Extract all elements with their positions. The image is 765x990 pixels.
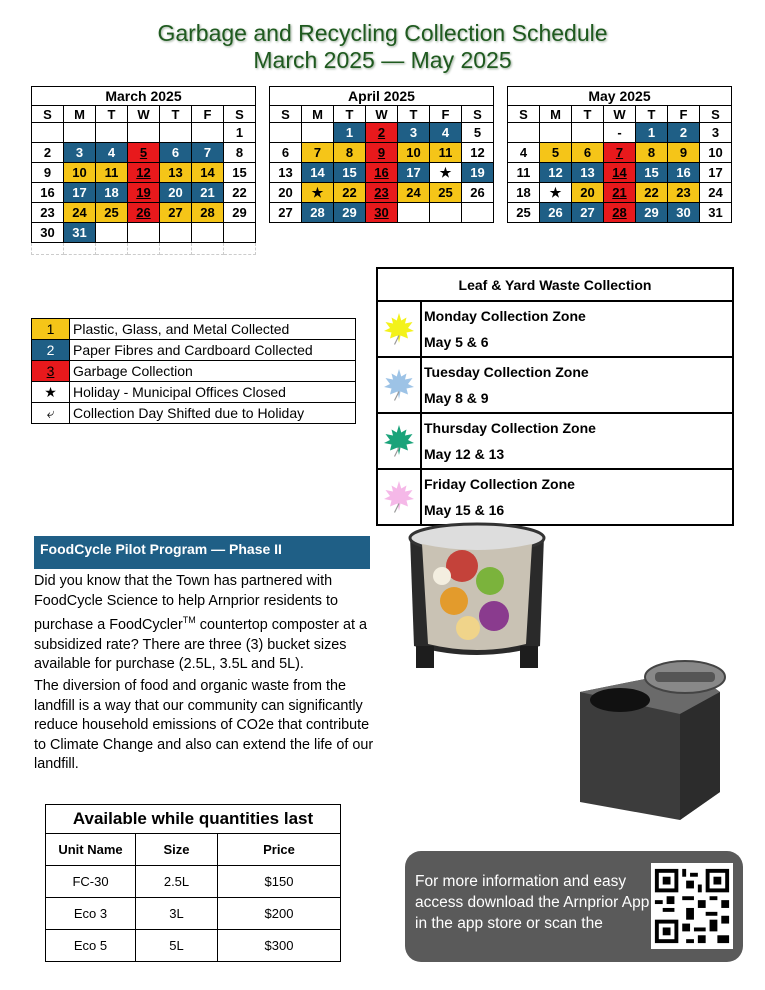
- qr-code-icon[interactable]: [651, 863, 733, 949]
- availability-table: [45, 804, 341, 962]
- calendar-week-row: [270, 163, 494, 183]
- leaf-zone-text: [421, 357, 733, 413]
- availability-caption: Available while quantities last: [46, 805, 341, 834]
- legend-swatch: ⤶: [32, 403, 70, 424]
- size-cell: 5L: [136, 930, 218, 962]
- calendar-day: 23: [668, 183, 700, 203]
- holiday-star-icon: ★: [430, 163, 462, 183]
- calendar-day: 3: [398, 123, 430, 143]
- calendar-day: 4: [508, 143, 540, 163]
- calendar-day: 26: [540, 203, 572, 223]
- calendar-day: 29: [334, 203, 366, 223]
- leaf-zone-text: [421, 413, 733, 469]
- calendar-week-row: [508, 163, 732, 183]
- calendar-day: [430, 203, 462, 223]
- calendar-march: [31, 86, 256, 255]
- legend-row: [32, 382, 356, 403]
- calendar-week-row: [508, 123, 732, 143]
- calendar-day: 24: [398, 183, 430, 203]
- leaf-yard-title: Leaf & Yard Waste Collection: [377, 268, 733, 301]
- unit-name-cell: Eco 5: [46, 930, 136, 962]
- calendar-week-row: [508, 203, 732, 223]
- zone-name: Thursday Collection Zone: [424, 420, 596, 436]
- calendar-week-row: [508, 183, 732, 203]
- calendar-day: 13: [160, 163, 192, 183]
- leaf-yard-waste-table: [376, 267, 734, 526]
- calendar-day: 20: [270, 183, 302, 203]
- calendar-day: 25: [430, 183, 462, 203]
- calendar-week-row: [32, 123, 256, 143]
- calendar-day: 21: [604, 183, 636, 203]
- day-header: T: [160, 106, 192, 123]
- leaf-zone-row: [377, 413, 733, 469]
- calendar-day: [96, 223, 128, 243]
- month-title: April 2025: [270, 87, 494, 106]
- calendar-day: 20: [572, 183, 604, 203]
- calendar-april: [269, 86, 494, 223]
- calendar-day: 8: [224, 143, 256, 163]
- day-header: F: [192, 106, 224, 123]
- legend-row: [32, 340, 356, 361]
- calendar-day: 22: [636, 183, 668, 203]
- calendar-day: 2: [668, 123, 700, 143]
- zone-dates: May 8 & 9: [424, 390, 489, 406]
- calendar-day: 30: [32, 223, 64, 243]
- calendar-week-row: [32, 143, 256, 163]
- calendar-day: 28: [192, 203, 224, 223]
- calendar-day: 27: [572, 203, 604, 223]
- legend-label: Plastic, Glass, and Metal Collected: [70, 319, 356, 340]
- unit-name-cell: FC-30: [46, 866, 136, 898]
- calendar-day: 18: [508, 183, 540, 203]
- zone-dates: May 5 & 6: [424, 334, 489, 350]
- calendar-day: 9: [366, 143, 398, 163]
- calendar-day: 25: [96, 203, 128, 223]
- calendar-day: 22: [224, 183, 256, 203]
- day-header: T: [572, 106, 604, 123]
- day-header: S: [700, 106, 732, 123]
- holiday-star-icon: ★: [540, 183, 572, 203]
- table-row: [46, 898, 341, 930]
- calendar-day: 5: [462, 123, 494, 143]
- price-cell: $150: [218, 866, 341, 898]
- calendar-day: 23: [32, 203, 64, 223]
- calendar-day: 12: [540, 163, 572, 183]
- calendar-day: [540, 123, 572, 143]
- calendar-day: [270, 123, 302, 143]
- calendar-day: 10: [64, 163, 96, 183]
- calendar-day: 17: [64, 183, 96, 203]
- schedule-title: Garbage and Recycling Collection Schedule: [157, 20, 608, 46]
- calendar-day: 2: [32, 143, 64, 163]
- calendar-week-row: [32, 203, 256, 223]
- foodcycler-unit-image: [560, 652, 730, 827]
- legend-row: [32, 403, 356, 424]
- calendar-day: 10: [398, 143, 430, 163]
- calendar-day: 30: [366, 203, 398, 223]
- calendar-day: [160, 223, 192, 243]
- calendar-day: 6: [160, 143, 192, 163]
- calendar-week-row: [32, 163, 256, 183]
- foodcycle-paragraph-1: Did you know that the Town has partnered with FoodCycle Science to help Arnprior residents to purchase a FoodCycler™ countertop composter at a subsidized rate? There are three (3) bucket sizes available for purchase (2.5L, 3.5L and 5L).: [34, 573, 367, 673]
- calendar-week-row: [270, 203, 494, 223]
- col-price: Price: [218, 834, 341, 866]
- day-header: S: [32, 106, 64, 123]
- maple-leaf-icon: [377, 301, 421, 357]
- calendar-day: 8: [636, 143, 668, 163]
- foodcycle-heading: FoodCycle Pilot Program — Phase II: [34, 536, 370, 569]
- col-size: Size: [136, 834, 218, 866]
- day-header: M: [540, 106, 572, 123]
- calendar-day: 12: [128, 163, 160, 183]
- calendar-day: [398, 203, 430, 223]
- maple-leaf-icon: [377, 357, 421, 413]
- calendar-day: 30: [668, 203, 700, 223]
- calendar-day: 3: [700, 123, 732, 143]
- leaf-zone-row: [377, 301, 733, 357]
- calendar-day: 6: [270, 143, 302, 163]
- calendar-day: 1: [224, 123, 256, 143]
- calendar-day: 24: [64, 203, 96, 223]
- calendar-day: 10: [700, 143, 732, 163]
- calendar-day: 11: [96, 163, 128, 183]
- calendar-day: 11: [430, 143, 462, 163]
- day-header: W: [128, 106, 160, 123]
- calendar-day: 16: [366, 163, 398, 183]
- calendar-day: 25: [508, 203, 540, 223]
- calendar-day: 19: [462, 163, 494, 183]
- day-header: T: [398, 106, 430, 123]
- foodcycle-paragraph-2: The diversion of food and organic waste from the landfill is a way that our community can significantly reduce household emissions of CO2e that contribute to Climate Change and also can extend the life of our landfill.: [34, 678, 374, 773]
- calendar-day: 7: [192, 143, 224, 163]
- calendar-day: [128, 223, 160, 243]
- calendar-day: 11: [508, 163, 540, 183]
- calendar-week-row: [270, 123, 494, 143]
- calendar-day: 9: [668, 143, 700, 163]
- table-row: [46, 930, 341, 962]
- calendar-day: [572, 123, 604, 143]
- holiday-star-icon: ★: [302, 183, 334, 203]
- zone-name: Tuesday Collection Zone: [424, 364, 589, 380]
- day-header: W: [366, 106, 398, 123]
- day-header: M: [302, 106, 334, 123]
- calendar-day: 4: [96, 143, 128, 163]
- legend-row: [32, 319, 356, 340]
- legend-swatch: 3: [32, 361, 70, 382]
- legend-swatch: ★: [32, 382, 70, 403]
- calendar-day: 29: [636, 203, 668, 223]
- calendar-day: 17: [398, 163, 430, 183]
- calendar-day: 15: [334, 163, 366, 183]
- day-header: T: [96, 106, 128, 123]
- legend-swatch: 2: [32, 340, 70, 361]
- calendar-day: [32, 123, 64, 143]
- calendar-day: [192, 123, 224, 143]
- calendar-day: 3: [64, 143, 96, 163]
- calendar-day: [96, 123, 128, 143]
- month-title: March 2025: [32, 87, 256, 106]
- day-header: S: [270, 106, 302, 123]
- day-header: F: [668, 106, 700, 123]
- month-title: May 2025: [508, 87, 732, 106]
- calendar-day: 31: [700, 203, 732, 223]
- calendar-day: 17: [700, 163, 732, 183]
- calendar-day: 8: [334, 143, 366, 163]
- legend-label: Holiday - Municipal Offices Closed: [70, 382, 356, 403]
- legend-label: Collection Day Shifted due to Holiday: [70, 403, 356, 424]
- calendar-day: 27: [270, 203, 302, 223]
- day-header: T: [636, 106, 668, 123]
- table-row: [46, 866, 341, 898]
- size-cell: 3L: [136, 898, 218, 930]
- foodcycler-bucket-image: [402, 516, 552, 676]
- calendar-day: 1: [334, 123, 366, 143]
- calendar-day: 6: [572, 143, 604, 163]
- maple-leaf-icon: [377, 413, 421, 469]
- calendar-day: 26: [128, 203, 160, 223]
- leaf-zone-row: [377, 357, 733, 413]
- day-header: T: [334, 106, 366, 123]
- calendar-day: [64, 123, 96, 143]
- calendar-may: [507, 86, 732, 223]
- calendar-day: 5: [128, 143, 160, 163]
- price-cell: $300: [218, 930, 341, 962]
- calendar-day: 9: [32, 163, 64, 183]
- calendar-day: 5: [540, 143, 572, 163]
- calendar-day: 7: [604, 143, 636, 163]
- calendar-day: 12: [462, 143, 494, 163]
- unit-name-cell: Eco 3: [46, 898, 136, 930]
- calendar-day: 2: [366, 123, 398, 143]
- day-header: W: [604, 106, 636, 123]
- calendar-day: [462, 203, 494, 223]
- calendar-day: [508, 123, 540, 143]
- day-header: S: [224, 106, 256, 123]
- calendar-day: [160, 123, 192, 143]
- calendar-day: 20: [160, 183, 192, 203]
- calendar-day: 21: [192, 183, 224, 203]
- day-header: S: [508, 106, 540, 123]
- day-header: M: [64, 106, 96, 123]
- price-cell: $200: [218, 898, 341, 930]
- calendar-day: 22: [334, 183, 366, 203]
- zone-name: Friday Collection Zone: [424, 476, 575, 492]
- calendar-day: 4: [430, 123, 462, 143]
- zone-dates: May 12 & 13: [424, 446, 505, 462]
- zone-dates: May 15 & 16: [424, 502, 505, 518]
- calendar-day: 13: [270, 163, 302, 183]
- calendar-day: 14: [192, 163, 224, 183]
- legend-label: Garbage Collection: [70, 361, 356, 382]
- legend-row: [32, 361, 356, 382]
- schedule-subtitle: March 2025 — May 2025: [253, 47, 512, 73]
- calendar-day: -: [604, 123, 636, 143]
- calendar-week-row: [270, 183, 494, 203]
- info-box: [405, 851, 743, 962]
- col-unit-name: Unit Name: [46, 834, 136, 866]
- calendar-day: 24: [700, 183, 732, 203]
- calendar-week-row: [32, 223, 256, 243]
- calendar-day: 18: [96, 183, 128, 203]
- size-cell: 2.5L: [136, 866, 218, 898]
- day-header: S: [462, 106, 494, 123]
- calendar-day: 1: [636, 123, 668, 143]
- calendar-day: 16: [668, 163, 700, 183]
- calendar-day: 14: [302, 163, 334, 183]
- calendar-day: 26: [462, 183, 494, 203]
- calendar-day: [128, 123, 160, 143]
- calendar-day: 31: [64, 223, 96, 243]
- day-header: F: [430, 106, 462, 123]
- calendar-day: 16: [32, 183, 64, 203]
- calendar-day: 15: [636, 163, 668, 183]
- calendar-day: [192, 223, 224, 243]
- calendar-week-row: [32, 183, 256, 203]
- calendar-day: [224, 223, 256, 243]
- calendar-day: 7: [302, 143, 334, 163]
- calendar-day: 19: [128, 183, 160, 203]
- calendar-day: 13: [572, 163, 604, 183]
- legend-label: Paper Fibres and Cardboard Collected: [70, 340, 356, 361]
- legend-swatch: 1: [32, 319, 70, 340]
- calendar-day: 29: [224, 203, 256, 223]
- color-legend: [31, 318, 356, 424]
- zone-name: Monday Collection Zone: [424, 308, 586, 324]
- calendar-day: 23: [366, 183, 398, 203]
- calendar-day: 28: [604, 203, 636, 223]
- calendar-day: 28: [302, 203, 334, 223]
- leaf-zone-text: [421, 301, 733, 357]
- calendar-day: 15: [224, 163, 256, 183]
- calendar-day: 14: [604, 163, 636, 183]
- calendar-week-row: [508, 143, 732, 163]
- info-text: For more information and easy access download the Arnprior App in the app store or scan the: [415, 873, 650, 932]
- calendar-day: [302, 123, 334, 143]
- calendar-week-row: [270, 143, 494, 163]
- calendar-day: 27: [160, 203, 192, 223]
